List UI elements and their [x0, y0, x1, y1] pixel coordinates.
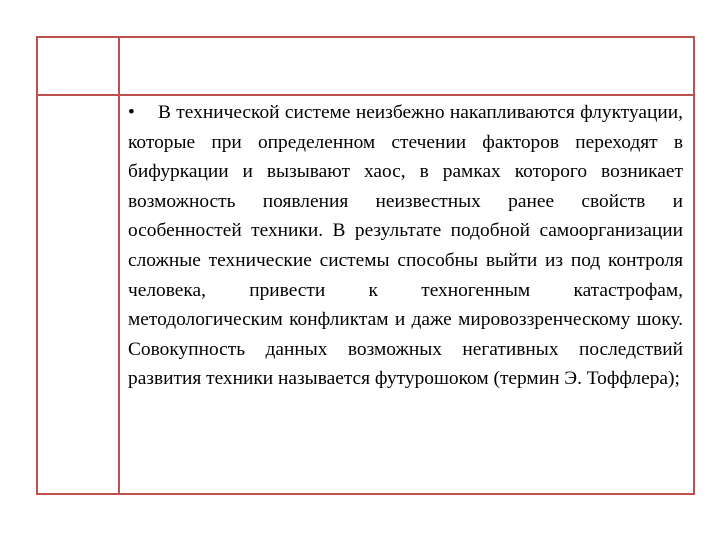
table-frame — [36, 36, 695, 495]
bullet-paragraph — [128, 98, 683, 394]
bullet-icon: • — [128, 102, 135, 123]
row-divider — [38, 94, 693, 96]
paragraph-text: В технической системе неизбежно накапливаются флуктуации, которые при определенном стечении факторов переходят в бифуркации и вызывают хаос, в рамках которого возникает возможность появления неизвестных ранее свойств и особенностей техники. В результате подобной самоорганизации сложные технические системы способны выйти из под контроля человека, привести к техногенным катастрофам, методологическим конфликтам и даже мировоззренческому шоку. Совокупность данных возможных негативных последствий развития техники называется футурошоком (термин Э. Тоффлера); — [128, 102, 683, 390]
column-divider — [118, 38, 120, 493]
